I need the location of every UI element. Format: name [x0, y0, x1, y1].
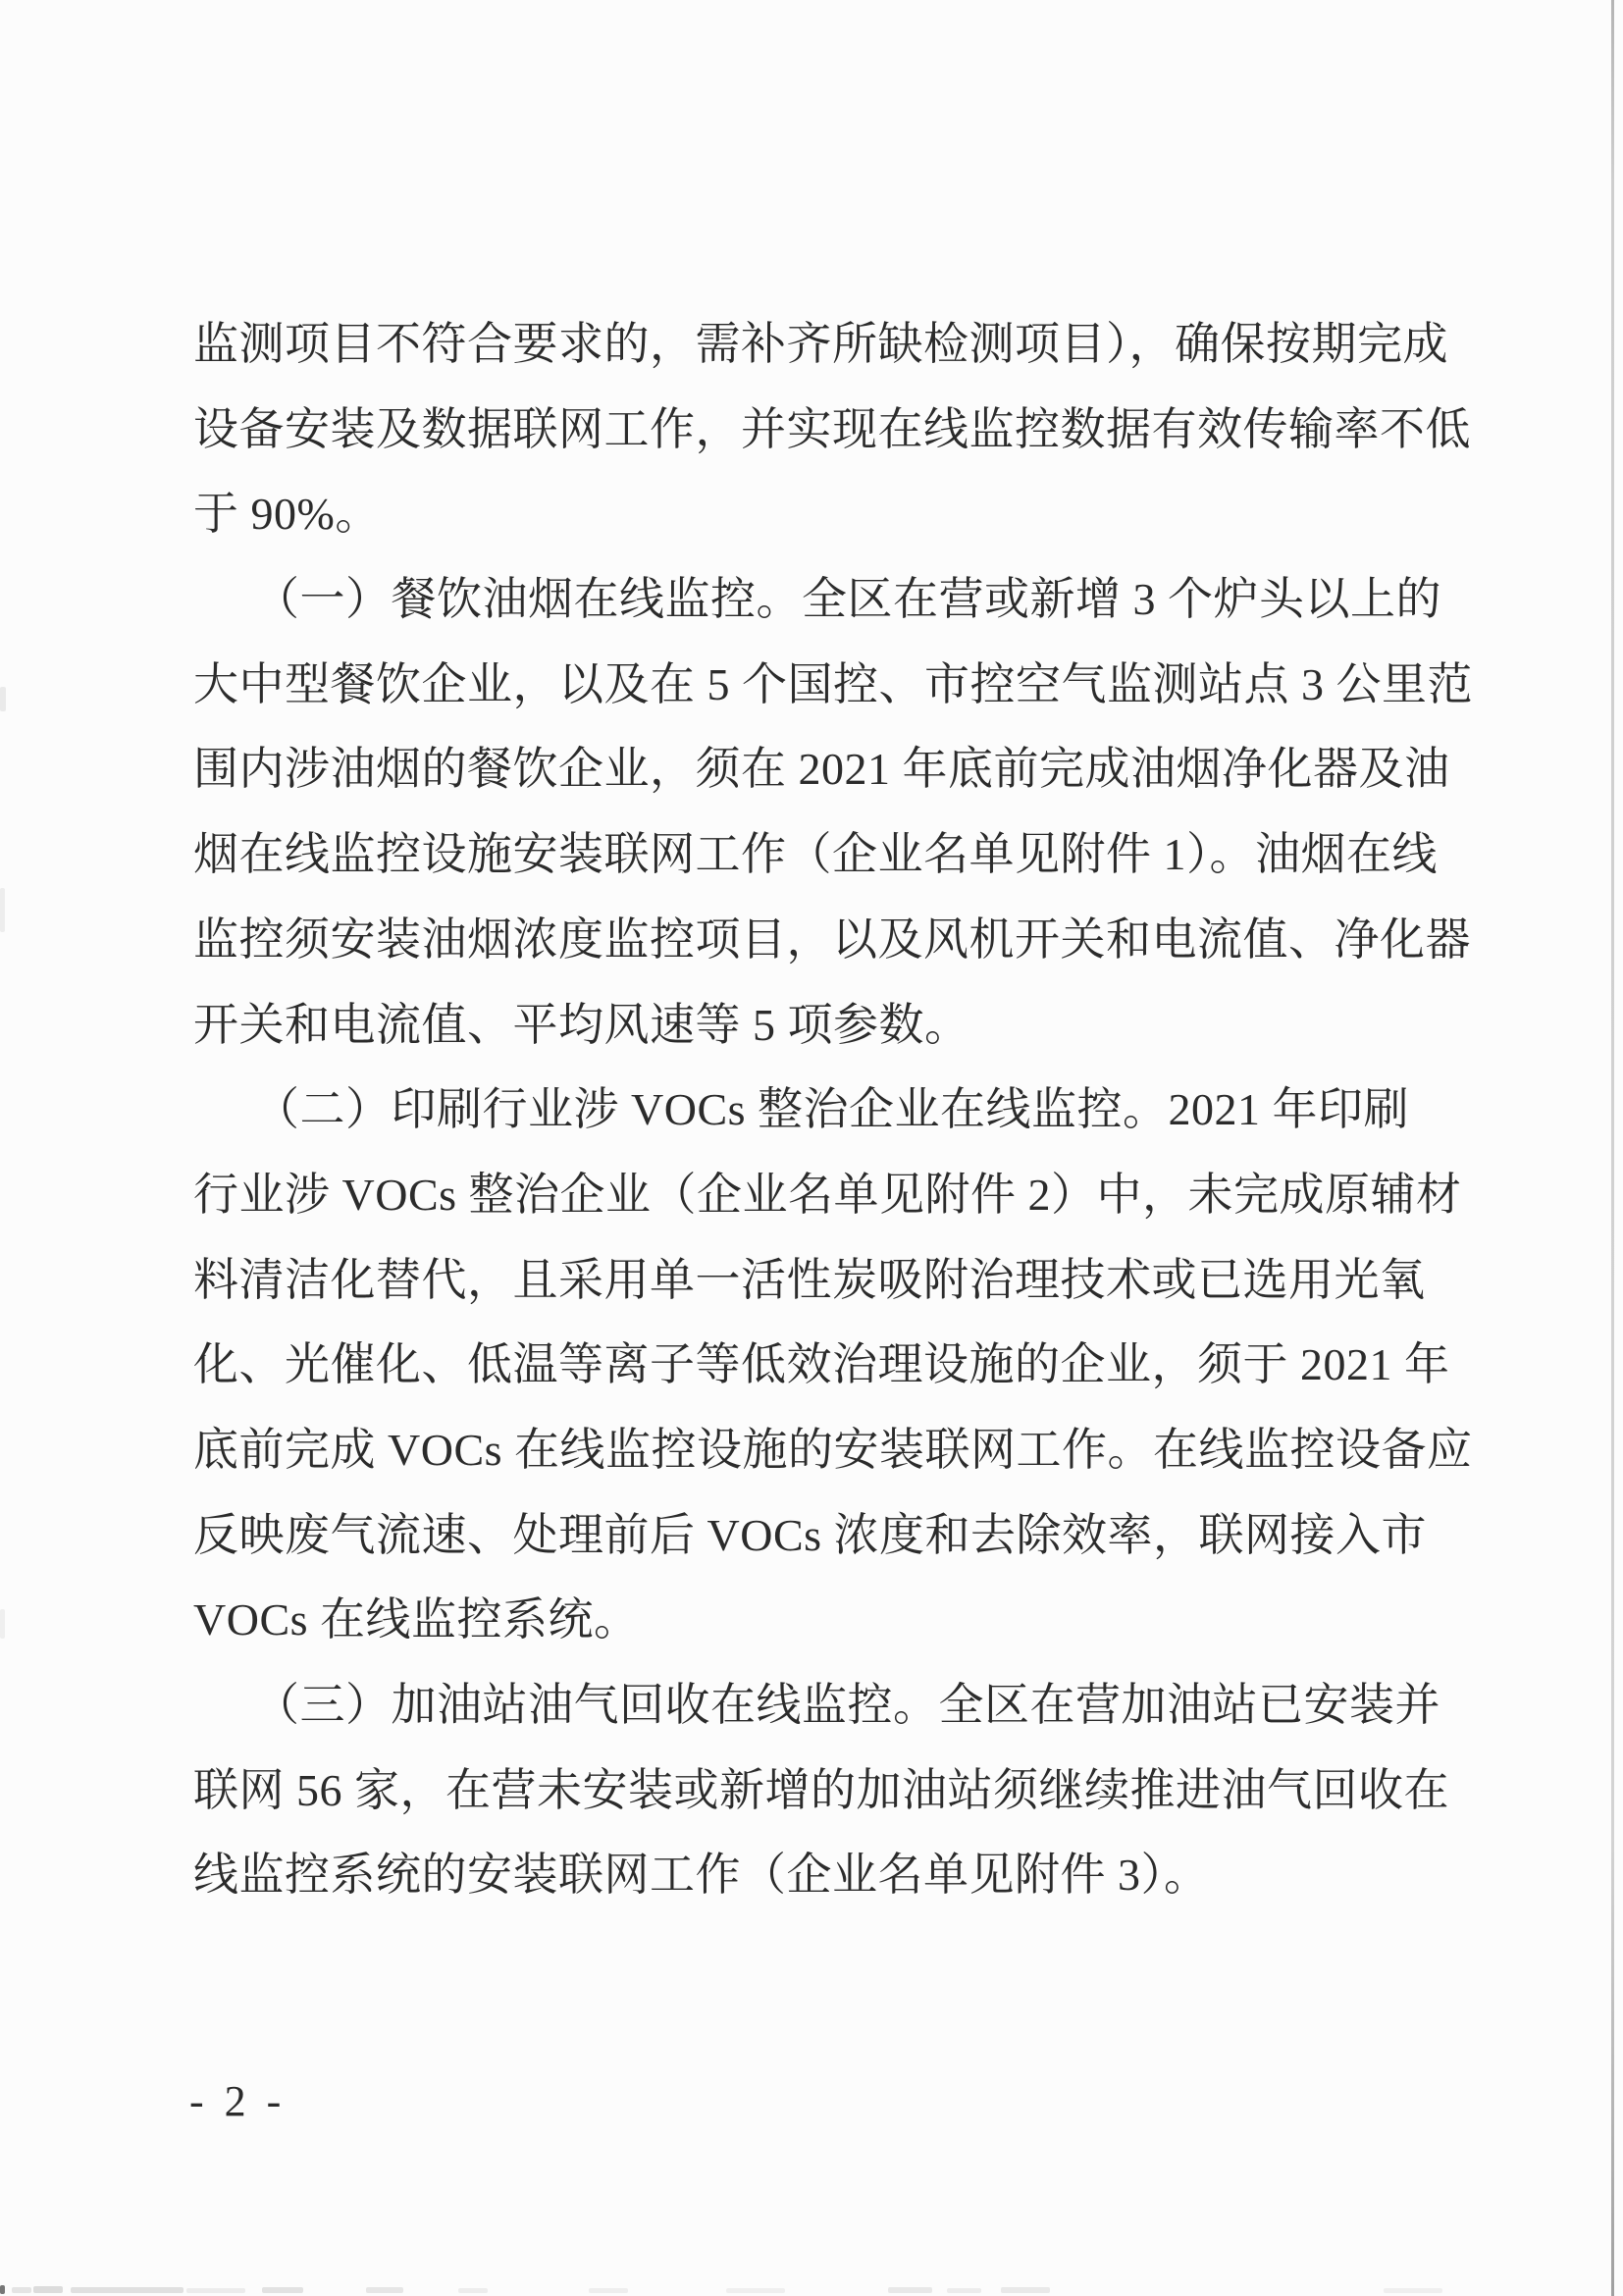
- scan-artifact: [888, 2287, 932, 2293]
- page-number: - 2 -: [189, 2077, 287, 2125]
- scan-artifact: [726, 2288, 785, 2293]
- text-line: 设备安装及数据联网工作，并实现在线监控数据有效传输率不低: [193, 403, 1471, 454]
- text-line: 开关和电流值、平均风速等 5 项参数。: [193, 999, 970, 1050]
- scan-artifact: [1384, 2288, 1442, 2293]
- text-line: 大中型餐饮企业，以及在 5 个国控、市控空气监测站点 3 公里范: [193, 658, 1473, 709]
- text-line: 行业涉 VOCs 整治企业（企业名单见附件 2）中，未完成原辅材: [193, 1169, 1462, 1220]
- document-body-text: [193, 302, 1473, 1918]
- scan-artifact: [458, 2288, 488, 2293]
- scan-artifact: [0, 888, 5, 932]
- scan-artifact: [186, 2288, 245, 2293]
- text-line: 烟在线监控设施安装联网工作（企业名单见附件 1）。油烟在线: [193, 829, 1438, 880]
- text-line: 料清洁化替代，且采用单一活性炭吸附治理技术或已选用光氧: [193, 1254, 1426, 1305]
- scan-artifact: [0, 687, 6, 711]
- text-line: （三）加油站油气回收在线监控。全区在营加油站已安装并: [254, 1680, 1440, 1730]
- text-line: 线监控系统的安装联网工作（企业名单见附件 3）。: [193, 1850, 1210, 1901]
- text-line: 反映废气流速、处理前后 VOCs 浓度和去除效率，联网接入市: [193, 1509, 1428, 1560]
- text-line: 监测项目不符合要求的，需补齐所缺检测项目），确保按期完成: [193, 319, 1448, 369]
- scan-artifact: [366, 2287, 403, 2293]
- scan-artifact: [12, 2287, 31, 2293]
- scan-artifact: [947, 2288, 981, 2293]
- scan-artifact: [1001, 2287, 1050, 2293]
- scan-edge-artifact: [1611, 0, 1614, 2296]
- text-line: 联网 56 家，在营未安装或新增的加油站须继续推进油气回收在: [193, 1764, 1449, 1815]
- text-line: （二）印刷行业涉 VOCs 整治企业在线监控。2021 年印刷: [254, 1084, 1410, 1135]
- scan-artifact: [262, 2287, 303, 2293]
- scan-artifact: [71, 2287, 183, 2293]
- text-line: VOCs 在线监控系统。: [193, 1594, 640, 1645]
- scan-artifact: [589, 2288, 628, 2293]
- text-line: 监控须安装油烟浓度监控项目，以及风机开关和电流值、净化器: [193, 913, 1471, 965]
- text-line: 于 90%。: [193, 489, 381, 540]
- scan-artifact: [33, 2286, 63, 2293]
- scan-artifact: [0, 2285, 5, 2294]
- scan-artifact: [0, 1609, 5, 1639]
- text-line: 底前完成 VOCs 在线监控设施的安装联网工作。在线监控设备应: [193, 1424, 1473, 1475]
- text-line: 围内涉油烟的餐饮企业，须在 2021 年底前完成油烟净化器及油: [193, 744, 1450, 795]
- text-line: 化、光催化、低温等离子等低效治理设施的企业，须于 2021 年: [193, 1339, 1450, 1390]
- text-line: （一）餐饮油烟在线监控。全区在营或新增 3 个炉头以上的: [254, 574, 1441, 625]
